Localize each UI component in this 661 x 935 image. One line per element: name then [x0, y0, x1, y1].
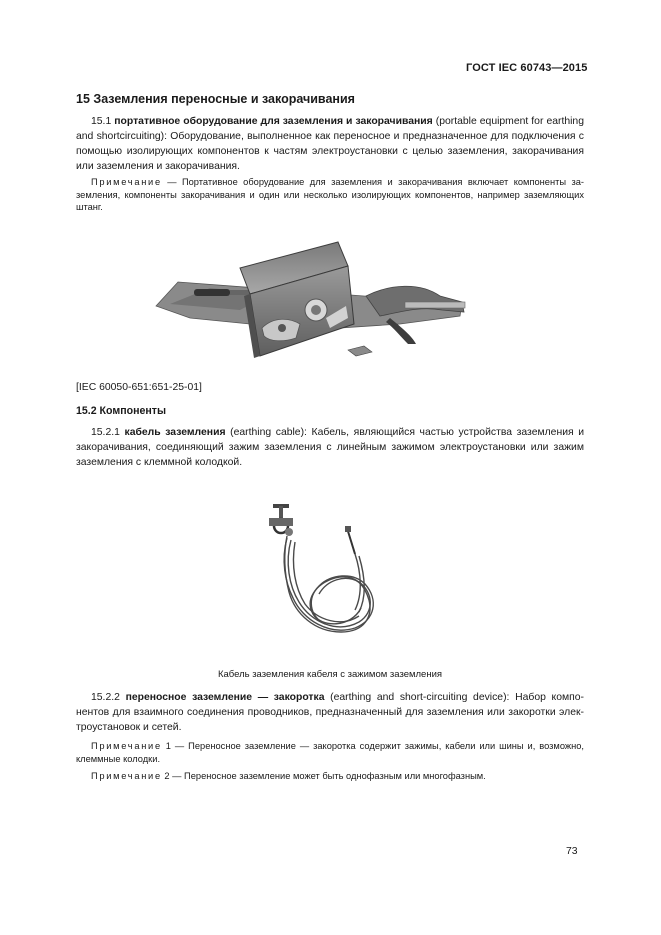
iec-reference: [IEC 60050-651:651-25-01] — [76, 382, 202, 393]
paragraph-number: 15.2.1 — [91, 427, 120, 438]
paragraph-15-2-2 — [76, 690, 584, 735]
paragraph-15-2-1 — [76, 425, 584, 470]
standard-code-header: ГОСТ IEC 60743—2015 — [466, 62, 588, 74]
note-text: — Переносное заземление — закоротка содержит зажимы, кабели или шины и, возможно, клеммные колодки. — [76, 741, 584, 764]
paragraph-text: (portable equipment for earthing and shortcircuiting): Оборудование, выполненное как переносное и предназначенное для подключения с помощью изолирующих компонентов к частям электроустановки с целью заземления, закорачивания или заземления и закорачивания. — [76, 116, 584, 172]
note-15-2-2-1 — [76, 740, 584, 765]
paragraph-number: 15.1 — [91, 116, 112, 127]
note-number: 1 — [165, 741, 171, 751]
term-bold: переносное заземление — закоротка — [125, 692, 325, 703]
section-title: 15 Заземления переносные и закорачивания — [76, 92, 355, 106]
note-label: Примечание — [91, 771, 162, 781]
portable-earthing-kit-photo — [150, 232, 480, 372]
paragraph-15-1 — [76, 114, 584, 174]
page-number: 73 — [566, 846, 578, 857]
note-15-1 — [76, 176, 584, 214]
figure-caption: Кабель заземления кабеля с зажимом заземления — [217, 669, 443, 680]
paragraph-text: (earthing cable): Кабель, являющийся частью устройства заземления и закорачивания, соединяющий зажим заземления с линейным зажимом электроустановки или зажим заземления с клеммной колодкой. — [76, 427, 585, 468]
note-text: — Портативное оборудование для заземления и закорачивания включает компоненты заземления, компоненты закорачивания и один или несколько изолирующих компонентов, например заземляющих штанг. — [76, 177, 584, 212]
term-bold: портативное оборудование для заземления и закорачивания — [114, 116, 433, 127]
note-label: Примечание — [91, 741, 162, 751]
note-label: Примечание — [91, 177, 162, 187]
note-15-2-2-2 — [76, 770, 584, 783]
note-text: — Переносное заземление может быть однофазным или многофазным. — [172, 771, 486, 781]
note-number: 2 — [164, 771, 170, 781]
paragraph-text: (earthing and short-circuiting device): Набор компонентов для взаимного соединения проводников, предназначенный для заземления или закоротки электроустановок и сетей. — [76, 692, 585, 733]
earthing-cable-photo — [255, 496, 405, 644]
term-bold: кабель заземления — [124, 427, 226, 438]
subsection-title: 15.2 Компоненты — [76, 405, 166, 417]
paragraph-number: 15.2.2 — [91, 692, 120, 703]
